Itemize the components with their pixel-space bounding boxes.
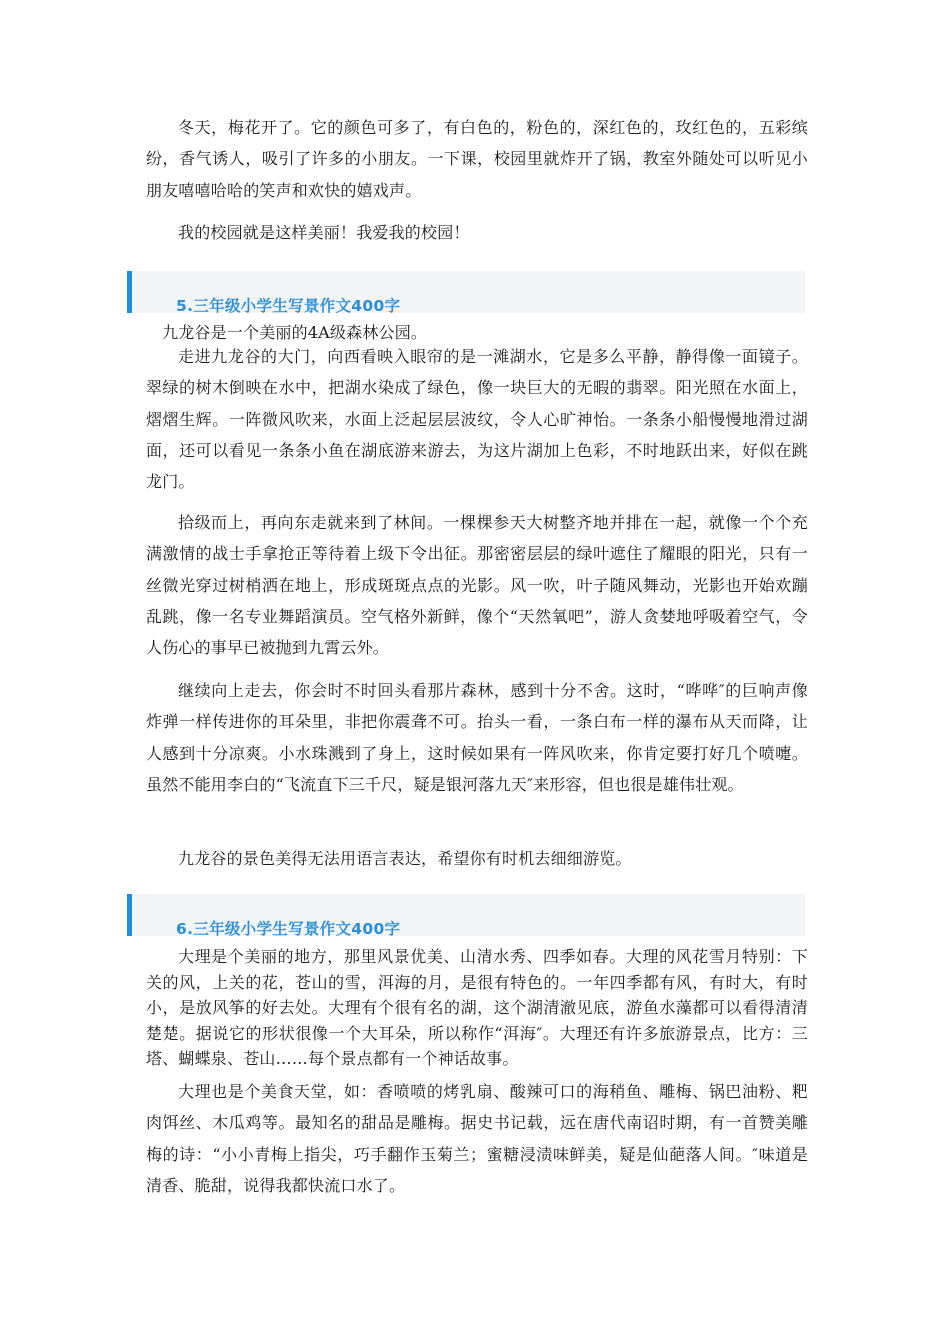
paragraph-winter-plum: 冬天，梅花开了。它的颜色可多了，有白色的，粉色的，深红色的，玫红色的，五彩缤纷，香气诱人，吸引了许多的小朋友。一下课，校园里就炸开了锅，教室外随处可以听见小朋友嘻嘻哈哈的笑声和欢快的嬉戏声。 [146, 118, 808, 200]
section-5-title: 5.三年级小学生写景作文400字 [176, 297, 401, 315]
paragraph-jiulonggu-forest: 拾级而上，再向东走就来到了林间。一棵棵参天大树整齐地并排在一起，就像一个个充满激情的战士手拿抢正等待着上级下令出征。那密密层层的绿叶遮住了耀眼的阳光，只有一丝微光穿过树梢洒在地上，形成斑斑点点的光影。风一吹，叶子随风舞动，光影也开始欢蹦乱跳，像一名专业舞蹈演员。空气格外新鲜，像个“天然氧吧”，游人贪婪地呼吸着空气，令人伤心的事早已被抛到九霄云外。 [146, 513, 808, 658]
section-6-title: 6.三年级小学生写景作文400字 [176, 920, 401, 938]
paragraph-dali-food: 大理也是个美食天堂，如：香喷喷的烤乳扇、酸辣可口的海稍鱼、雕梅、锅巴油粉、粑肉饵丝、木瓜鸡等。最知名的甜品是雕梅。据史书记载，远在唐代南诏时期，有一首赞美雕梅的诗：“小小青梅上指尖，巧手翻作玉菊兰；蜜糖浸渍味鲜美，疑是仙葩落人间。″味道是清香、脆甜，说得我都快流口水了。 [146, 1082, 808, 1195]
paragraph-campus-closing: 我的校园就是这样美丽！我爱我的校园！ [178, 223, 470, 242]
heading-accent-bar [127, 894, 132, 936]
paragraph-jiulonggu-intro: 九龙谷是一个美丽的4A级森林公园。 [162, 323, 428, 342]
paragraph-dali-scenery: 大理是个美丽的地方，那里风景优美、山清水秀、四季如春。大理的风花雪月特别：下关的风，上关的花，苍山的雪，洱海的月，是很有特色的。一年四季都有风，有时大，有时小，是放风筝的好去处。大理有个很有名的湖，这个湖清澈见底，游鱼水藻都可以看得清清楚楚。据说它的形状很像一个大耳朵，所以称作“洱海″。大理还有许多旅游景点，比方：三塔、蝴蝶泉、苍山……每个景点都有一个神话故事。 [146, 947, 808, 1069]
paragraph-jiulonggu-waterfall: 继续向上走去，你会时不时回头看那片森林，感到十分不舍。这时，“哗哗″的巨响声像炸弹一样传进你的耳朵里，非把你震聋不可。抬头一看，一条白布一样的瀑布从天而降，让人感到十分凉爽。小水珠溅到了身上，这时候如果有一阵风吹来，你肯定要打好几个喷嚏。虽然不能用李白的“飞流直下三千尺，疑是银河落九天″来形容，但也很是雄伟壮观。 [146, 681, 808, 794]
paragraph-jiulonggu-closing: 九龙谷的景色美得无法用语言表达，希望你有时机去细细游览。 [178, 849, 632, 868]
heading-accent-bar [127, 271, 132, 313]
paragraph-jiulonggu-lake: 走进九龙谷的大门，向西看映入眼帘的是一滩湖水，它是多么平静，静得像一面镜子。翠绿的树木倒映在水中，把湖水染成了绿色，像一块巨大的无暇的翡翠。阳光照在水面上，熠熠生辉。一阵微风吹来，水面上泛起层层波纹，令人心旷神怡。一条条小船慢慢地滑过湖面，还可以看见一条条小鱼在湖底游来游去，为这片湖加上色彩，不时地跃出来，好似在跳龙门。 [146, 347, 808, 492]
